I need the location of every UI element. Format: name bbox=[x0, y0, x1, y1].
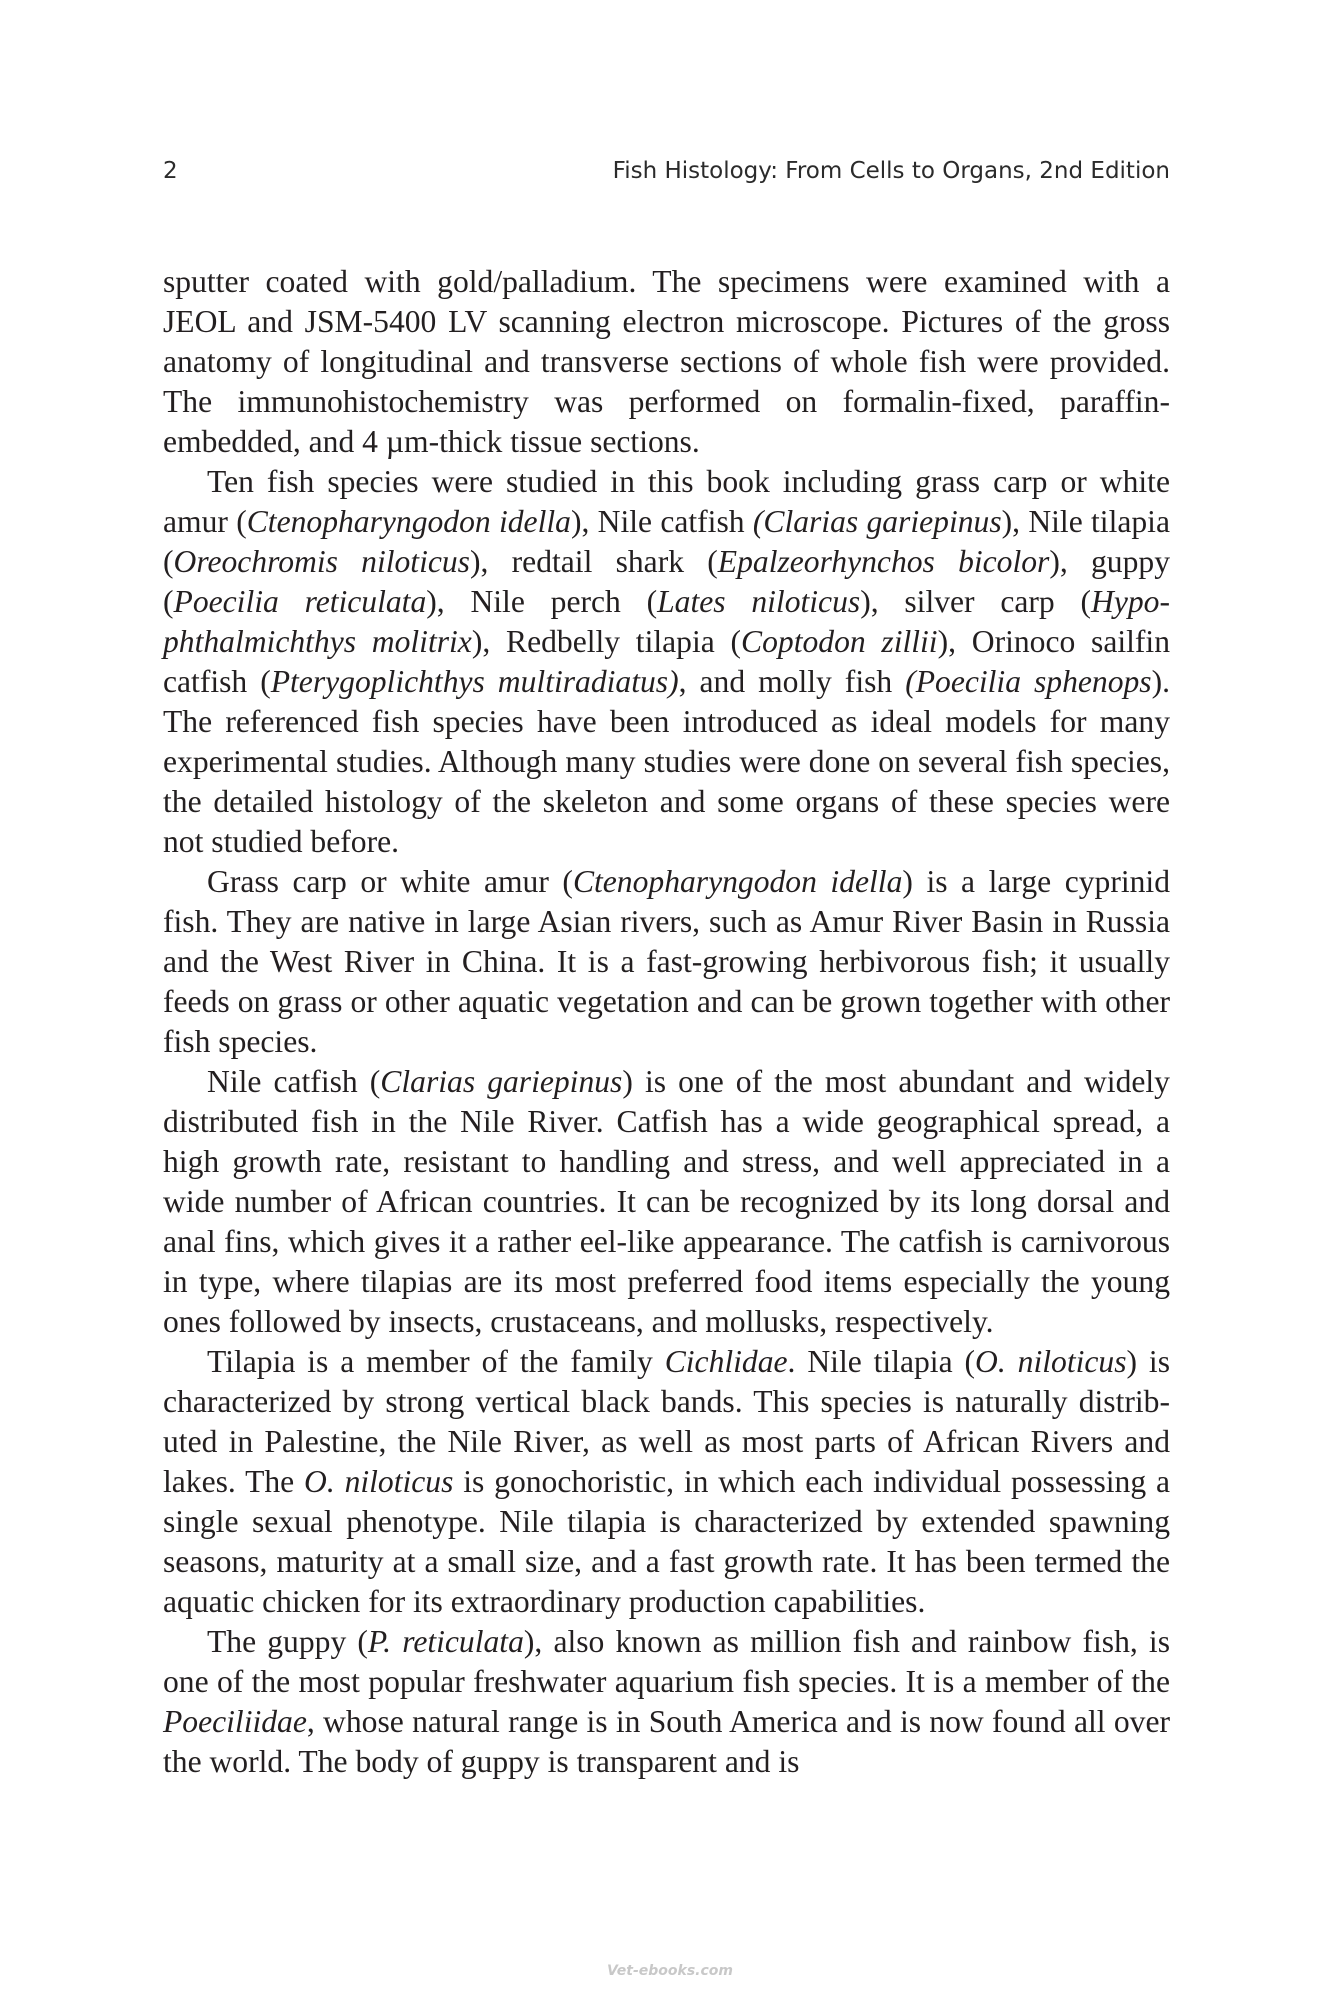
running-title: Fish Histology: From Cells to Organs, 2nd Edition bbox=[612, 158, 1170, 184]
italic-species-name: Ctenopharyngodon idella bbox=[572, 864, 903, 899]
paragraph bbox=[163, 1062, 1170, 1342]
italic-species-name: Poecilia reticulata bbox=[173, 584, 427, 619]
italic-species-name: (Clarias gariepinus bbox=[752, 504, 1002, 539]
paragraph bbox=[163, 462, 1170, 862]
italic-species-name: Pterygoplichthys multiradiatus) bbox=[270, 664, 679, 699]
italic-species-name: Lates niloticus bbox=[657, 584, 861, 619]
text-run: Tilapia is a member of the family bbox=[207, 1344, 665, 1379]
paragraph bbox=[163, 862, 1170, 1062]
page-number: 2 bbox=[163, 158, 178, 184]
text-run: , and molly fish bbox=[678, 664, 906, 699]
text-run: Grass carp or white amur ( bbox=[207, 864, 573, 899]
italic-species-name: O. niloticus bbox=[975, 1344, 1127, 1379]
text-run: is gonochoristic, in which each individual possessing a single sexual phenotype. Nile tilapia is characterized by extended spawning seasons, maturity at a small size, and a fast growth rate. It has been termed the aquatic chicken for its extraordinary production capabilities. bbox=[163, 1464, 1170, 1619]
text-run: ), also known as million fish and rainbow fish, is one of the most popular freshwater aquarium fish species. It is a member of the bbox=[163, 1624, 1170, 1699]
text-run: ). The referenced fish species have been introduced as ideal models for many experimental studies. Although many studies were done on several fish species, the detailed histology of the skeleton and some organs of these species were not studied before. bbox=[163, 664, 1171, 859]
body-text bbox=[163, 262, 1170, 1782]
text-run: ) is one of the most abundant and widely distributed fish in the Nile River. Catfish has a wide geographical spread, a high growth rate, resistant to handling and stress, and well appreciated in a wide number of African countries. It can be recognized by its long dorsal and anal fins, which gives it a rather eel-like appearance. The catfish is carnivorous in type, where tilapias are its most preferred food items especially the young ones followed by insects, crustaceans, and mollusks, respectively. bbox=[163, 1064, 1170, 1339]
paragraph bbox=[163, 1622, 1170, 1782]
italic-species-name: Coptodon zillii bbox=[741, 624, 938, 659]
text-run: ) is characterized by strong vertical black bands. This species is naturally distributed in Palestine, the Nile River, as well as most parts of African Rivers and lakes. The bbox=[163, 1344, 1170, 1499]
text-run: ), silver carp ( bbox=[860, 584, 1092, 619]
paragraph bbox=[163, 1342, 1170, 1622]
text-run: ), Nile perch ( bbox=[426, 584, 658, 619]
text-run: ), Nile catfish bbox=[570, 504, 753, 539]
text-run: ) is a large cyprinid fish. They are native in large Asian rivers, such as Amur River Basin in Russia and the West River in China. It is a fast-growing herbivorous fish; it usually feeds on grass or other aquatic vegetation and can be grown together with other fish species. bbox=[163, 864, 1170, 1059]
watermark-logo: Vet-ebooks.com bbox=[606, 1963, 734, 1979]
text-run: ), Redbelly tilapia ( bbox=[471, 624, 742, 659]
italic-species-name: Hypophthalmichthys molitrix bbox=[163, 584, 1170, 659]
italic-species-name: Clarias gariepinus bbox=[380, 1064, 623, 1099]
italic-species-name: Oreochromis niloticus bbox=[173, 544, 470, 579]
italic-species-name: Poeciliidae bbox=[163, 1704, 307, 1739]
page-header bbox=[163, 158, 1170, 194]
text-run: ), redtail shark ( bbox=[469, 544, 718, 579]
italic-species-name: Cichlidae bbox=[664, 1344, 788, 1379]
text-run: ), guppy ( bbox=[163, 544, 1170, 619]
text-run: , whose natural range is in South America and is now found all over the world. The body of guppy is transparent and is bbox=[163, 1704, 1170, 1779]
italic-species-name: Epalzeorhynchos bicolor bbox=[717, 544, 1050, 579]
italic-species-name: O. niloticus bbox=[304, 1464, 454, 1499]
text-run: ), Orinoco sailfin catfish ( bbox=[163, 624, 1170, 699]
text-run: Nile catfish ( bbox=[207, 1064, 381, 1099]
text-run: ), Nile tilapia ( bbox=[163, 504, 1170, 579]
italic-species-name: P. reticulata bbox=[367, 1624, 524, 1659]
text-run: The guppy ( bbox=[207, 1624, 368, 1659]
paragraph bbox=[163, 262, 1170, 462]
text-run: sputter coated with gold/palladium. The specimens were examined with a JEOL and JSM-5400 LV scanning electron microscope. Pictures of the gross anatomy of longitudinal and transverse sections of whole fish were provided. The immunohistochemistry was performed on formalin-fixed, paraffin-embedded, and 4 µm-thick tissue sections. bbox=[163, 264, 1170, 459]
text-run: Ten fish species were studied in this book including grass carp or white amur ( bbox=[163, 464, 1170, 539]
italic-species-name: (Poecilia sphenops bbox=[905, 664, 1152, 699]
text-run: . Nile tilapia ( bbox=[787, 1344, 976, 1379]
italic-species-name: Ctenopharyngodon idella bbox=[246, 504, 571, 539]
